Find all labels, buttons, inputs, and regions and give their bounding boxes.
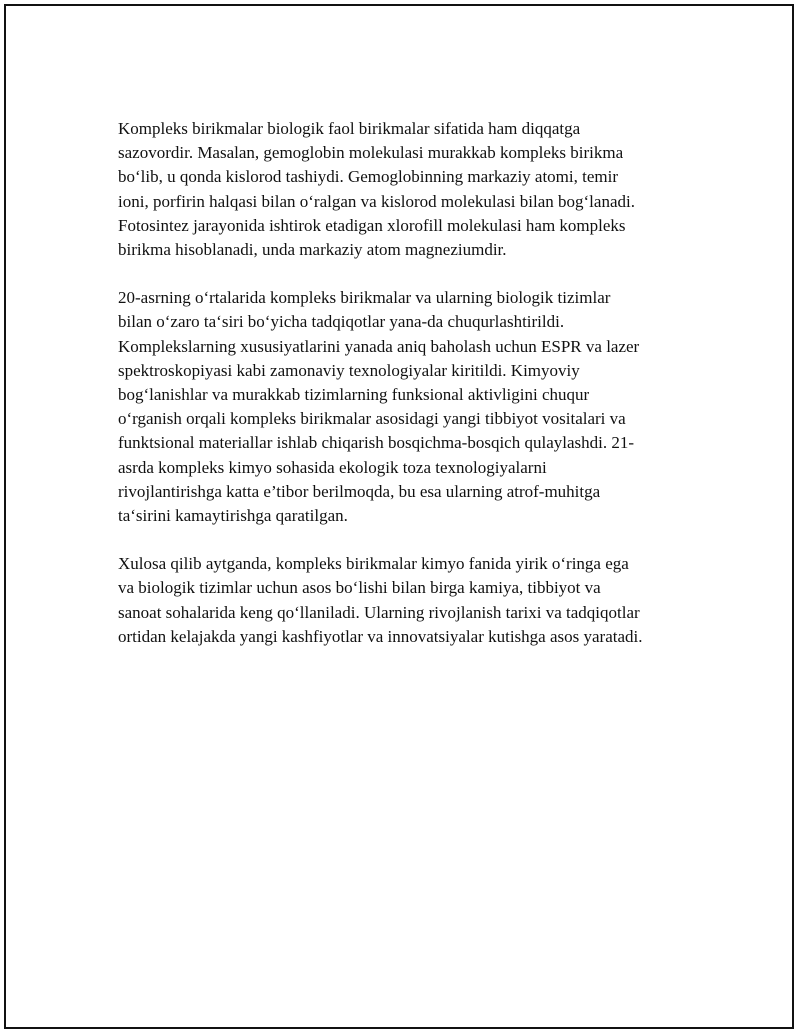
paragraph-2: 20-asrning o‘rtalarida kompleks birikmalar va ularning biologik tizimlar bilan o‘zaro ta‘siri bo‘yicha tadqiqotlar yana-da chuqurlashtirildi. Komplekslarning xususiyatlarini yanada aniq baholash uchun ESPR va lazer spektroskopiyasi kabi zamonaviy texnologiyalar kiritildi. Kimyoviy bog‘lanishlar va murakkab tizimlarning funksional aktivligini chuqur o‘rganish orqali kompleks birikmalar asosidagi yangi tibbiyot vositalari va funktsional materiallar ishlab chiqarish bosqichma-bosqich qulaylashdi. 21- asrda kompleks kimyo sohasida ekologik toza texnologiyalarni rivojlantirishga katta e’tibor berilmoqda, bu esa ularning atrof-muhitga ta‘sirini kamaytirishga qaratilgan. [118,288,640,526]
paragraph-1: Kompleks birikmalar biologik faol birikmalar sifatida ham diqqatga sazovordir. Masalan, gemoglobin molekulasi murakkab kompleks birikma bo‘lib, u qonda kislorod tashiydi. Gemoglobinning markaziy atomi, temir ioni, porfirin halqasi bilan o‘ralgan va kislorod molekulasi bilan bog‘lanadi. Fotosintez jarayonida ishtirok etadigan xlorofill molekulasi ham kompleks birikma hisoblanadi, unda markaziy atom magneziumdir. [118,119,635,260]
document-body [118,117,688,673]
paragraph-3: Xulosa qilib aytganda, kompleks birikmalar kimyo fanida yirik o‘ringa ega va biologik tizimlar uchun asos bo‘lishi bilan birga kamiya, tibbiyot va sanoat sohalarida keng qo‘llaniladi. Ularning rivojlanish tarixi va tadqiqotlar ortidan kelajakda yangi kashfiyotlar va innovatsiyalar kutishga asos yaratadi. [118,554,643,646]
